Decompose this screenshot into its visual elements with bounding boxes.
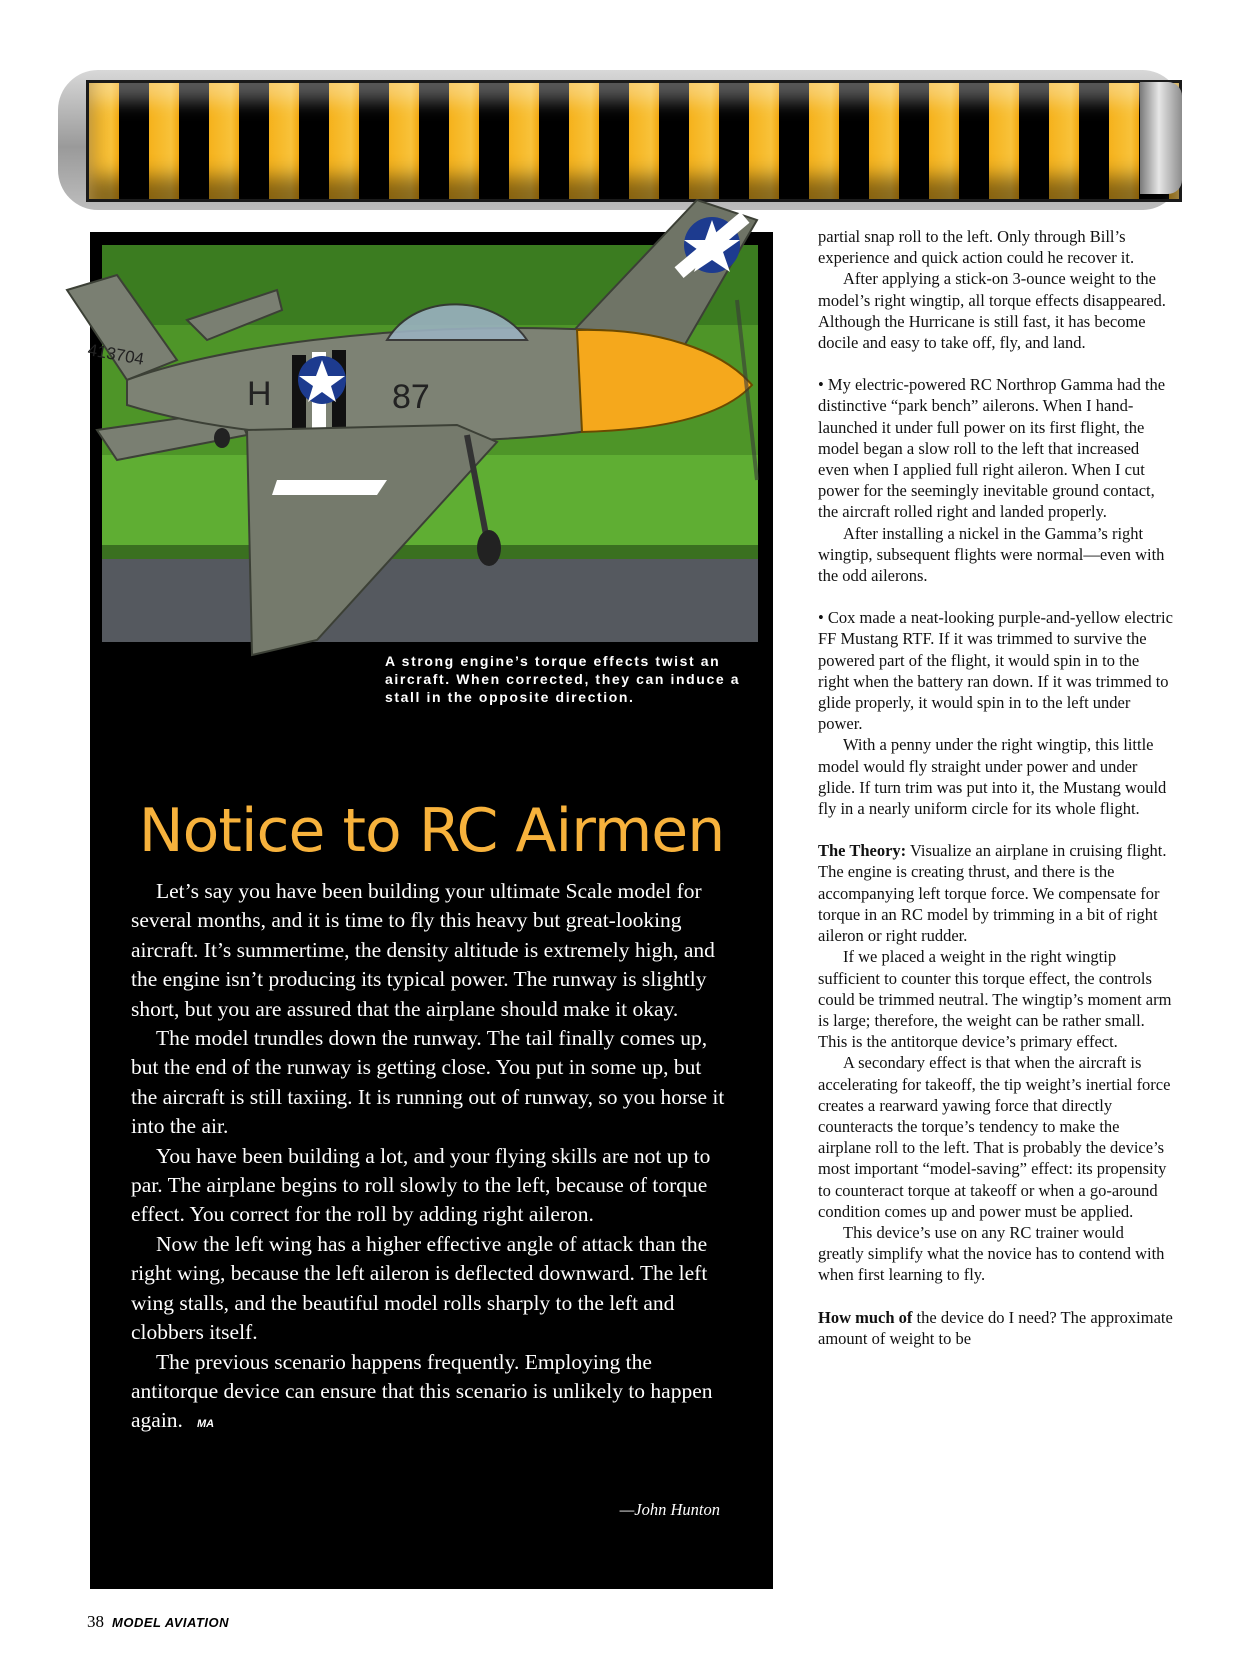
- sidebar-paragraph: You have been building a lot, and your flying skills are not up to par. The airplane begins to roll slowly to the left, because of torque effect. You correct for the roll by adding right aileron.: [131, 1143, 711, 1227]
- sidebar-body: [131, 877, 731, 1440]
- photo-caption: A strong engine’s torque effects twist an aircraft. When corrected, they can induce a stall in the opposite direction.: [385, 653, 741, 705]
- theory-label: The Theory:: [818, 841, 907, 861]
- fuselage-code-left: H: [247, 375, 272, 413]
- left-wing: [247, 425, 497, 655]
- p51-mustang-illustration: [52, 180, 792, 700]
- fuselage-code-right: 87: [392, 378, 430, 416]
- page-footer: [87, 1612, 229, 1632]
- column-bullet: • My electric-powered RC Northrop Gamma had the distinctive “park bench” ailerons. When I hand-launched it under full power on its first flight, the model began a slow roll to the left that increased even when I applied full right aileron. When I cut power for the seemingly inevitable ground contact, the aircraft rolled right and landed properly.: [818, 375, 1166, 522]
- sidebar-paragraph: Now the left wing has a higher effective angle of attack than the right wing, because the left aileron is deflected downward. The left wing stalls, and the beautiful model rolls sharply to the left and clobbers itself.: [131, 1231, 708, 1345]
- sidebar-paragraph: Let’s say you have been building your ultimate Scale model for several months, and it is time to fly this heavy but great-looking aircraft. It’s summertime, the density altitude is extremely high, and the engine isn’t producing its typical power. The runway is slightly short, but you are assured that the airplane should make it okay.: [131, 879, 715, 1021]
- theory-paragraph: The Theory: Visualize an airplane in cruising flight. The engine is creating thrust, and there is the accompanying left torque force. We compensate for torque in an RC model by trimming in a bit of right aileron or right rudder.: [818, 841, 1167, 946]
- column-paragraph: After applying a stick-on 3-ounce weight to the model’s right wingtip, all torque effects disappeared. Although the Hurricane is still fast, it has become docile and easy to take off, fly, and land.: [818, 269, 1166, 353]
- byline: —John Hunton: [619, 1500, 720, 1519]
- canopy: [387, 304, 527, 340]
- yellow-nose: [577, 330, 752, 432]
- column-paragraph: After installing a nickel in the Gamma’s right wingtip, subsequent flights were normal—even with the odd ailerons.: [818, 523, 1165, 586]
- column-paragraph: With a penny under the right wingtip, this little model would fly straight under power and under glide. If turn trim was put into it, the Mustang would fly in a nearly uniform circle for its whole flight.: [818, 735, 1167, 819]
- sidebar-paragraph: The model trundles down the runway. The tail finally comes up, but the end of the runway is getting close. You put in some up, but the aircraft is still taxiing. It is running out of runway, so you horse it into the air.: [131, 1026, 725, 1139]
- sidebar-title: Notice to RC Airmen: [138, 796, 725, 867]
- article-column: [818, 226, 1173, 1349]
- column-paragraph: This device’s use on any RC trainer would greatly simplify what the novice has to contend with when first learning to fly.: [818, 1222, 1165, 1285]
- column-paragraph: A secondary effect is that when the aircraft is accelerating for takeoff, the tip weight’s inertial force creates a rearward yawing force that directly counteracts the torque’s tendency to make the airplane roll to the left. That is probably the device’s most important “model-saving” effect: its propensity to counteract torque at takeoff or when a go-around condition comes up and power must be applied.: [818, 1053, 1171, 1221]
- sidebar-paragraph-last: The previous scenario happens frequently. Employing the antitorque device can ensure that this scenario is unlikely to happen again. MA: [131, 1349, 713, 1433]
- column-paragraph: partial snap roll to the left. Only through Bill’s experience and quick action could he recover it.: [818, 227, 1135, 268]
- ma-end-mark: MA: [196, 1418, 215, 1431]
- magazine-name: MODEL AVIATION: [112, 1615, 230, 1630]
- landing-wheel: [477, 530, 501, 566]
- banner-end-cap: [1140, 82, 1182, 194]
- page-number: 38: [87, 1612, 104, 1631]
- column-paragraph: If we placed a weight in the right wingtip sufficient to counter this torque effect, the controls could be trimmed neutral. The wingtip’s moment arm is large; therefore, the weight can be rather small. This is the antitorque device’s primary effect.: [818, 947, 1172, 1052]
- tail-number: 413704: [86, 340, 146, 369]
- column-bullet: • Cox made a neat-looking purple-and-yellow electric FF Mustang RTF. If it was trimmed to survive the powered part of the flight, it would spin in to the right when the battery ran down. If it was trimmed to glide properly, it would spin in to the left under power.: [818, 608, 1173, 734]
- how-much-paragraph: How much of the device do I need? The approximate amount of weight to be: [818, 1307, 1173, 1348]
- how-much-label: How much of: [818, 1307, 913, 1327]
